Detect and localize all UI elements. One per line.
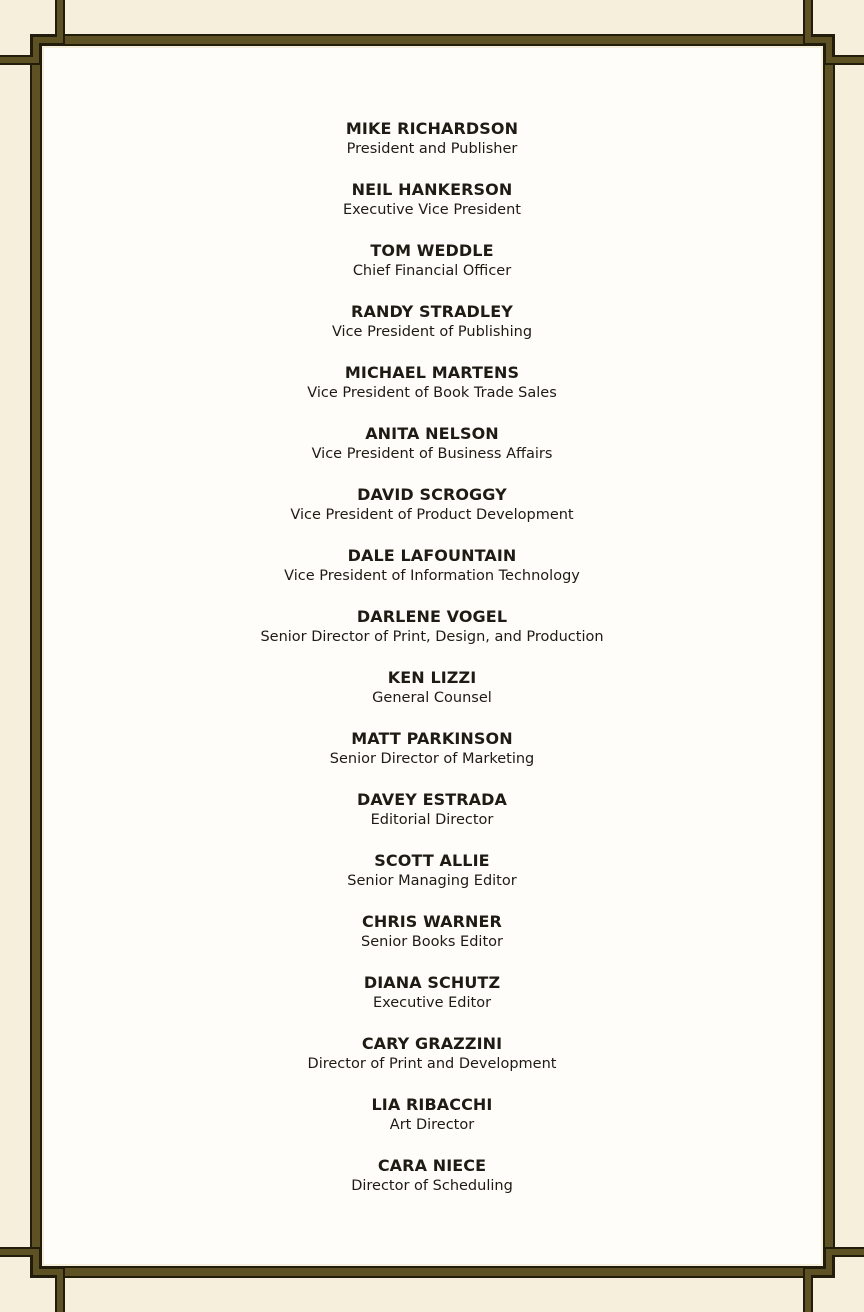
person-name: TOM WEDDLE bbox=[370, 241, 494, 260]
person-name: DAVID SCROGGY bbox=[357, 485, 507, 504]
person-name: SCOTT ALLIE bbox=[374, 851, 490, 870]
person-title: Editorial Director bbox=[370, 812, 494, 828]
person-name: CARA NIECE bbox=[377, 1156, 487, 1175]
credit-entry bbox=[0, 1156, 864, 1217]
person-title: Vice President of Product Development bbox=[290, 507, 574, 523]
person-title: Director of Scheduling bbox=[351, 1178, 513, 1194]
person-title: Director of Print and Development bbox=[307, 1056, 557, 1072]
credit-entry bbox=[0, 241, 864, 302]
person-name: MIKE RICHARDSON bbox=[345, 119, 519, 138]
person-title: Executive Vice President bbox=[343, 202, 521, 218]
staff-credits-list bbox=[0, 119, 864, 1217]
person-title: Chief Financial Officer bbox=[352, 263, 512, 279]
credit-entry bbox=[0, 119, 864, 180]
credit-entry bbox=[0, 546, 864, 607]
person-name: CARY GRAZZINI bbox=[361, 1034, 503, 1053]
person-name: RANDY STRADLEY bbox=[351, 302, 513, 321]
person-name: NEIL HANKERSON bbox=[351, 180, 513, 199]
person-title: General Counsel bbox=[372, 690, 492, 706]
credit-entry bbox=[0, 973, 864, 1034]
person-title: Senior Managing Editor bbox=[347, 873, 517, 889]
person-name: LIA RIBACCHI bbox=[371, 1095, 493, 1114]
credit-entry bbox=[0, 485, 864, 546]
person-title: Vice President of Book Trade Sales bbox=[307, 385, 557, 401]
credit-entry bbox=[0, 180, 864, 241]
person-name: MICHAEL MARTENS bbox=[344, 363, 520, 382]
person-name: DALE LAFOUNTAIN bbox=[347, 546, 517, 565]
person-title: Vice President of Information Technology bbox=[284, 568, 580, 584]
person-title: Senior Director of Print, Design, and Production bbox=[260, 629, 604, 645]
person-name: DIANA SCHUTZ bbox=[363, 973, 501, 992]
person-title: Executive Editor bbox=[372, 995, 492, 1011]
credit-entry bbox=[0, 1095, 864, 1156]
credit-entry bbox=[0, 302, 864, 363]
credit-entry bbox=[0, 851, 864, 912]
person-title: Senior Books Editor bbox=[361, 934, 503, 950]
credit-entry bbox=[0, 912, 864, 973]
credit-entry bbox=[0, 668, 864, 729]
person-name: CHRIS WARNER bbox=[362, 912, 502, 931]
person-name: MATT PARKINSON bbox=[351, 729, 513, 748]
person-title: Vice President of Publishing bbox=[331, 324, 533, 340]
person-title: President and Publisher bbox=[346, 141, 518, 157]
credit-entry bbox=[0, 1034, 864, 1095]
person-title: Art Director bbox=[389, 1117, 475, 1133]
person-title: Senior Director of Marketing bbox=[329, 751, 535, 767]
person-name: DAVEY ESTRADA bbox=[356, 790, 508, 809]
person-name: KEN LIZZI bbox=[387, 668, 477, 687]
credit-entry bbox=[0, 729, 864, 790]
credit-entry bbox=[0, 790, 864, 851]
person-name: DARLENE VOGEL bbox=[356, 607, 508, 626]
credit-entry bbox=[0, 424, 864, 485]
person-title: Vice President of Business Affairs bbox=[311, 446, 553, 462]
credit-entry bbox=[0, 607, 864, 668]
person-name: ANITA NELSON bbox=[365, 424, 499, 443]
credit-entry bbox=[0, 363, 864, 424]
